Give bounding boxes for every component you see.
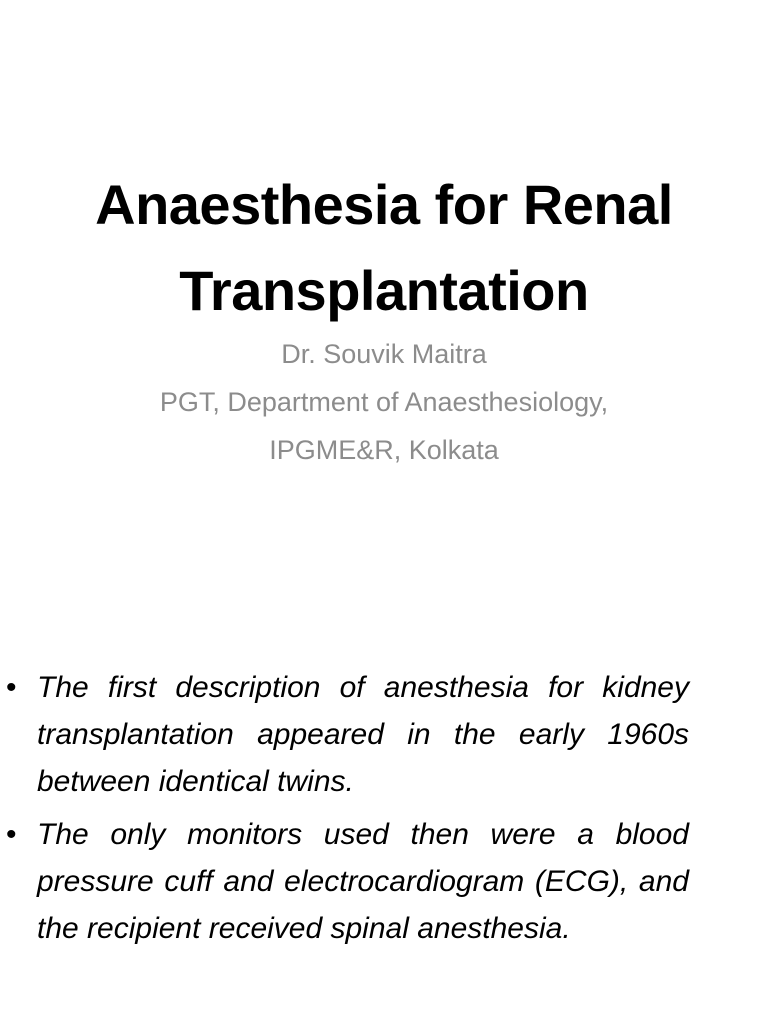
slide-title: Anaesthesia for Renal Transplantation (95, 173, 673, 322)
bullet-list (0, 664, 768, 958)
author-name: Dr. Souvik Maitra (281, 339, 487, 369)
content-slide (0, 576, 768, 1024)
bullet-item (0, 811, 689, 952)
bullet-icon: • (6, 818, 17, 851)
bullet-item (0, 664, 689, 805)
bullet-icon: • (6, 671, 17, 704)
bullet-text: The first description of anesthesia for kidney transplantation appeared in the early 1960s between identical twins. (37, 671, 689, 798)
author-department: PGT, Department of Anaesthesiology, (159, 387, 609, 417)
author-institution: IPGME&R, Kolkata (269, 435, 499, 465)
slide-subtitle (60, 330, 708, 474)
bullet-text: The only monitors used then were a blood pressure cuff and electrocardiogram (ECG), and the recipient received spinal anesthesia. (37, 818, 689, 945)
